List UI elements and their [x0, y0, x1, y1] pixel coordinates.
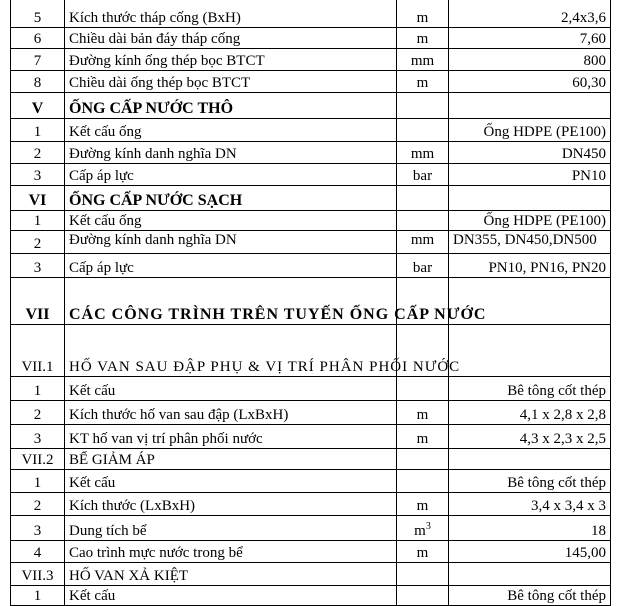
section-row [11, 278, 611, 325]
item-name: KT hố van vị trí phân phối nước [65, 425, 397, 449]
row-number: 2 [11, 493, 65, 516]
table-row [11, 211, 611, 231]
row-number: 2 [11, 401, 65, 425]
row-number: 3 [11, 425, 65, 449]
row-number: 7 [11, 49, 65, 71]
item-unit [397, 449, 449, 470]
item-value: 800 [449, 49, 611, 71]
item-value: DN450 [449, 142, 611, 164]
item-value: PN10 [449, 164, 611, 186]
subsection-title: HỐ VAN XẢ KIỆT [65, 563, 397, 586]
item-unit [397, 211, 449, 231]
item-name: Kích thước (LxBxH) [65, 493, 397, 516]
item-name: Kết cấu ống [65, 211, 397, 231]
row-number: 3 [11, 254, 65, 278]
item-value: 145,00 [449, 541, 611, 563]
section-row [11, 93, 611, 119]
subsection-row [11, 449, 611, 470]
section-title: ỐNG CẤP NƯỚC THÔ [65, 93, 397, 119]
row-number: 6 [11, 28, 65, 49]
table-row [11, 401, 611, 425]
item-value: 60,30 [449, 71, 611, 93]
row-number: 8 [11, 71, 65, 93]
table-row [11, 425, 611, 449]
item-unit: m [397, 0, 449, 28]
item-unit: m [397, 401, 449, 425]
item-name: Kết cấu ống [65, 119, 397, 142]
row-number: 1 [11, 211, 65, 231]
section-row [11, 186, 611, 211]
item-unit [397, 93, 449, 119]
item-unit [397, 563, 449, 586]
item-name: Chiều dài bản đáy tháp cống [65, 28, 397, 49]
row-number: 2 [11, 142, 65, 164]
item-value [449, 93, 611, 119]
table-row [11, 254, 611, 278]
item-name: Cấp áp lực [65, 254, 397, 278]
row-number: 2 [11, 231, 65, 254]
table-row [11, 119, 611, 142]
subsection-title: BỂ GIẢM ÁP [65, 449, 397, 470]
item-name: Kết cấu [65, 586, 397, 606]
subsection-title: HỐ VAN SAU ĐẬP PHỤ & VỊ TRÍ PHÂN PHỐI NƯỚC [65, 325, 397, 377]
table-row [11, 231, 611, 254]
unit-base: m [414, 523, 426, 539]
table-row [11, 164, 611, 186]
item-unit [397, 119, 449, 142]
section-number: VII [11, 278, 65, 325]
item-value [449, 325, 611, 377]
item-unit: m [397, 541, 449, 563]
item-name: Kích thước hố van sau đập (LxBxH) [65, 401, 397, 425]
row-number: 4 [11, 541, 65, 563]
table-row [11, 142, 611, 164]
item-name: Dung tích bể [65, 516, 397, 541]
item-value: 2,4x3,6 [449, 0, 611, 28]
item-unit [397, 516, 449, 541]
item-value: PN10, PN16, PN20 [449, 254, 611, 278]
table-row [11, 516, 611, 541]
item-unit: bar [397, 254, 449, 278]
item-name: Kích thước tháp cống (BxH) [65, 0, 397, 28]
row-number: 3 [11, 516, 65, 541]
row-number: 1 [11, 586, 65, 606]
item-value: 7,60 [449, 28, 611, 49]
section-title: CÁC CÔNG TRÌNH TRÊN TUYẾN ỐNG CẤP NƯỚC [65, 278, 397, 325]
subsection-number: VII.2 [11, 449, 65, 470]
subsection-row [11, 563, 611, 586]
item-name: Đường kính danh nghĩa DN [65, 142, 397, 164]
item-unit: mm [397, 231, 449, 254]
item-name: Đường kính ống thép bọc BTCT [65, 49, 397, 71]
item-value: Bê tông cốt thép [449, 586, 611, 606]
item-unit: m [397, 71, 449, 93]
item-value: DN355, DN450,DN500 [449, 231, 611, 254]
item-name: Đường kính danh nghĩa DN [65, 231, 397, 254]
item-unit: mm [397, 49, 449, 71]
item-name: Cấp áp lực [65, 164, 397, 186]
item-value: 4,3 x 2,3 x 2,5 [449, 425, 611, 449]
table-row [11, 377, 611, 401]
item-value: 18 [449, 516, 611, 541]
item-value: Bê tông cốt thép [449, 377, 611, 401]
item-unit: m [397, 425, 449, 449]
item-unit: m [397, 493, 449, 516]
item-value: Bê tông cốt thép [449, 470, 611, 493]
item-value: 3,4 x 3,4 x 3 [449, 493, 611, 516]
item-value [449, 563, 611, 586]
item-unit: bar [397, 164, 449, 186]
table-row [11, 71, 611, 93]
subsection-number: VII.1 [11, 325, 65, 377]
row-number: 5 [11, 0, 65, 28]
section-number: V [11, 93, 65, 119]
subsection-row [11, 325, 611, 377]
row-number: 1 [11, 377, 65, 401]
unit-exponent: 3 [425, 521, 431, 532]
row-number: 3 [11, 164, 65, 186]
section-title: ỐNG CẤP NƯỚC SẠCH [65, 186, 397, 211]
item-value [449, 449, 611, 470]
item-unit [397, 470, 449, 493]
item-name: Cao trình mực nước trong bể [65, 541, 397, 563]
item-value: 4,1 x 2,8 x 2,8 [449, 401, 611, 425]
table-row [11, 470, 611, 493]
table-row [11, 49, 611, 71]
table-row [11, 493, 611, 516]
section-number: VI [11, 186, 65, 211]
item-unit [397, 186, 449, 211]
table-row [11, 586, 611, 606]
item-name: Chiều dài ống thép bọc BTCT [65, 71, 397, 93]
item-value: Ống HDPE (PE100) [449, 211, 611, 231]
item-unit: m [397, 28, 449, 49]
item-value [449, 186, 611, 211]
item-unit: mm [397, 142, 449, 164]
item-unit [397, 377, 449, 401]
row-number: 1 [11, 119, 65, 142]
table-row [11, 0, 611, 28]
item-name: Kết cấu [65, 377, 397, 401]
table-row [11, 541, 611, 563]
subsection-number: VII.3 [11, 563, 65, 586]
row-number: 1 [11, 470, 65, 493]
item-value: Ống HDPE (PE100) [449, 119, 611, 142]
specification-table [10, 0, 611, 606]
item-unit [397, 586, 449, 606]
table-row [11, 28, 611, 49]
item-name: Kết cấu [65, 470, 397, 493]
